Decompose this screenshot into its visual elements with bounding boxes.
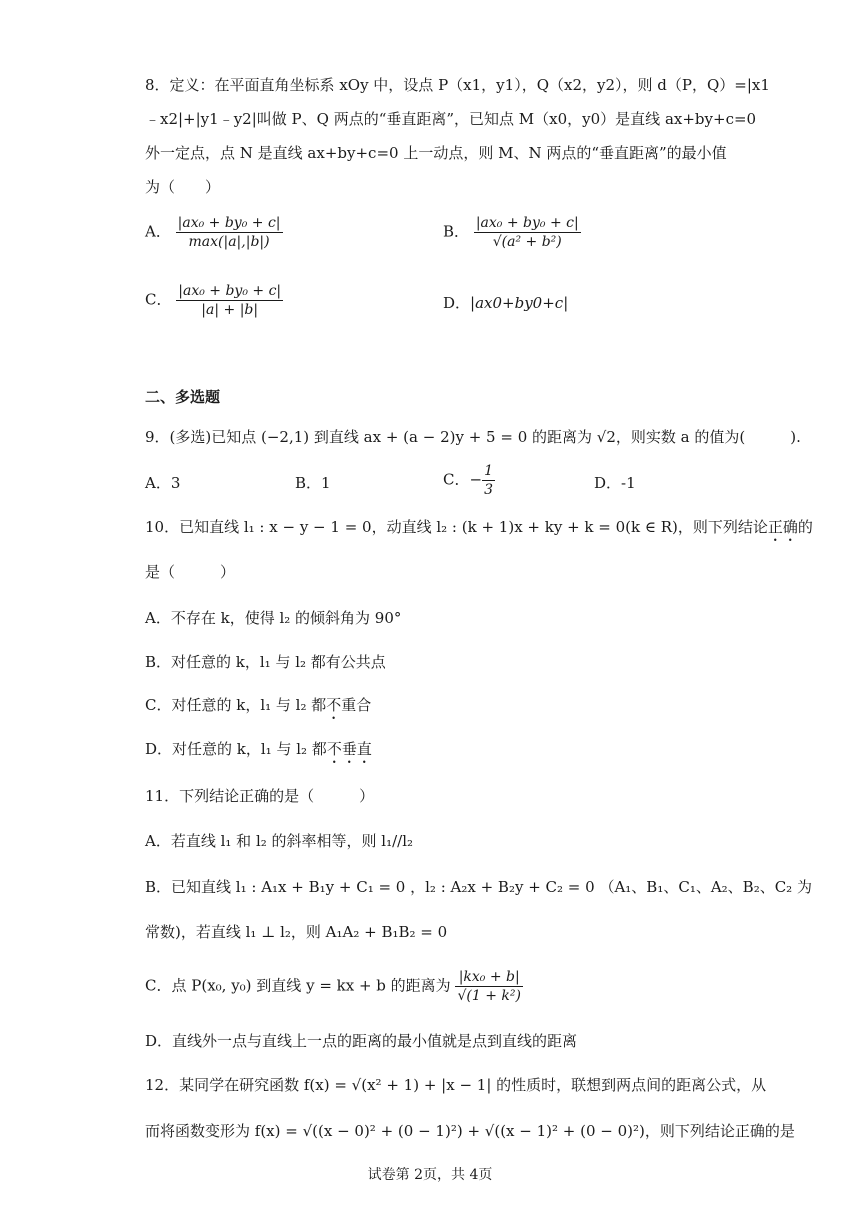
option-label: C．	[145, 290, 172, 309]
q9-option-d: D．-1	[594, 474, 636, 492]
option-text: |ax0+by0+c|	[470, 294, 569, 312]
q10-stem-2: 是（ ）	[145, 563, 236, 581]
q10-stem	[145, 516, 813, 545]
q10-stem-end: 的	[797, 518, 813, 536]
q11-stem: 11．下列结论正确的是（ ）	[145, 787, 375, 805]
section-title: 二、多选题	[145, 388, 221, 406]
q8-option-d	[443, 292, 568, 314]
option-label: B．	[443, 222, 470, 241]
q12-line-2: 而将函数变形为 f(x) = √((x − 0)² + (0 − 1)²) + √((x − 1)² + (0 − 0)²)，则下列结论正确的是	[145, 1122, 795, 1140]
q9-option-c	[443, 462, 495, 499]
q11-option-d: D．直线外一点与直线上一点的距离的最小值就是点到直线的距离	[145, 1032, 578, 1050]
numerator: |ax₀ + by₀ + c|	[178, 283, 282, 299]
q11-option-b-line-2: 常数)，若直线 l₁ ⊥ l₂，则 A₁A₂ + B₁B₂ = 0	[145, 923, 448, 941]
q11-option-a: A．若直线 l₁ 和 l₂ 的斜率相等，则 l₁//l₂	[145, 832, 414, 850]
q9-stem: 9．(多选)已知点 (−2,1) 到直线 ax + (a − 2)y + 5 = 0 的距离为 √2，则实数 a 的值为( ).	[145, 428, 801, 446]
numerator: |ax₀ + by₀ + c|	[177, 215, 281, 231]
q10-option-d	[145, 738, 372, 767]
q12-line-1: 12．某同学在研究函数 f(x) = √(x² + 1) + |x − 1| 的性质时，联想到两点间的距离公式，从	[145, 1076, 767, 1094]
q10-option-a: A．不存在 k，使得 l₂ 的倾斜角为 90°	[145, 609, 402, 627]
fraction	[474, 214, 581, 251]
emphasis-text: 不	[326, 696, 342, 714]
emphasis-text: 不垂直	[326, 740, 372, 758]
option-label: D．	[443, 294, 471, 312]
q8-line-3: 外一定点，点 N 是直线 ax+by+c=0 上一动点，则 M、N 两点的“垂直距离”的最小值	[145, 144, 727, 162]
option-text-end: 重合	[341, 696, 372, 714]
option-label: C．	[443, 470, 470, 489]
q10-stem-text: 10．已知直线 l₁ : x − y − 1 = 0，动直线 l₂ : (k + 1)x + ky + k = 0(k ∈ R)，则下列结论	[145, 518, 768, 536]
option-text: C．对任意的 k，l₁ 与 l₂ 都	[145, 696, 327, 714]
option-text: C．点 P(x₀, y₀) 到直线 y = kx + b 的距离为	[145, 976, 451, 995]
q9-option-b: B．1	[295, 474, 331, 492]
minus-sign: −	[469, 470, 483, 489]
q8-option-b	[443, 214, 581, 251]
fraction	[482, 462, 495, 499]
q11-option-b-line-1: B．已知直线 l₁ : A₁x + B₁y + C₁ = 0 ，l₂ : A₂x + B₂y + C₂ = 0 （A₁、B₁、C₁、A₂、B₂、C₂ 为	[145, 878, 812, 896]
q9-option-a: A．3	[145, 474, 181, 492]
q11-option-c	[145, 968, 523, 1005]
q8-option-a	[145, 214, 283, 251]
q8-line-2: ﹣x2|+|y1﹣y2|叫做 P、Q 两点的“垂直距离”，已知点 M（x0，y0）是直线 ax+by+c=0	[145, 110, 757, 128]
denominator: √(1 + k²)	[457, 988, 521, 1004]
emphasis-text: 正确	[767, 518, 798, 536]
denominator: |a| + |b|	[201, 302, 259, 318]
q10-option-b: B．对任意的 k，l₁ 与 l₂ 都有公共点	[145, 653, 386, 671]
option-label: A．	[145, 222, 171, 241]
denominator: √(a² + b²)	[492, 234, 562, 250]
fraction	[176, 214, 283, 251]
numerator: |kx₀ + b|	[455, 968, 522, 987]
q8-line-4: 为（ ）	[145, 178, 221, 196]
denominator: max(|a|,|b|)	[188, 234, 270, 250]
q10-option-c	[145, 694, 371, 723]
q8-option-c	[145, 282, 283, 319]
page-footer: 试卷第 2页，共 4页	[367, 1167, 493, 1183]
option-text: D．对任意的 k，l₁ 与 l₂ 都	[145, 740, 327, 758]
fraction	[176, 282, 283, 319]
q8-line-1: 8．定义：在平面直角坐标系 xOy 中，设点 P（x1，y1），Q（x2，y2），则 d（P，Q）=|x1	[145, 76, 770, 94]
numerator: |ax₀ + by₀ + c|	[475, 215, 579, 231]
denominator: 3	[484, 482, 493, 498]
numerator: 1	[484, 463, 493, 479]
fraction	[455, 968, 522, 1005]
